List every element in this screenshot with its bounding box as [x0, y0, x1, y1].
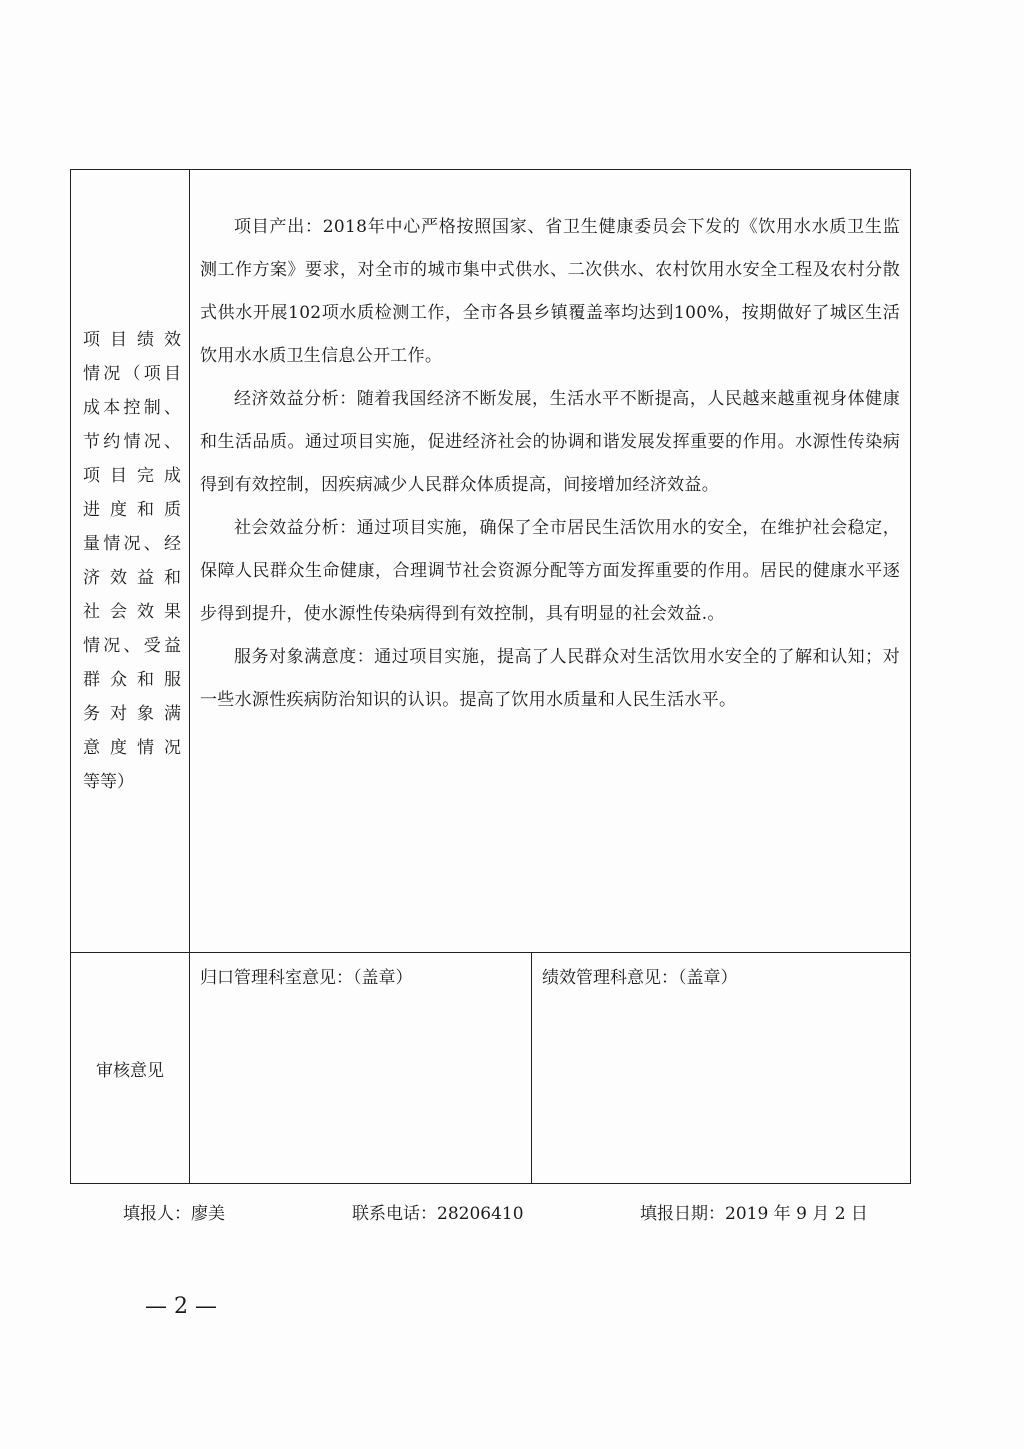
label-line: 济效益和 [83, 568, 181, 588]
label-line: 节约情况、 [83, 432, 181, 452]
label-line: 社会效果 [83, 602, 181, 622]
satisfaction-paragraph: 服务对象满意度：通过项目实施，提高了人民群众对生活饮用水安全的了解和认知；对一些水源性疾病防治知识的认识。提高了饮用水质量和人民生活水平。 [200, 647, 900, 710]
review-row [71, 953, 911, 1184]
label-line: 成本控制、 [83, 398, 181, 418]
label-line: 情况（项目 [83, 364, 181, 384]
page-number: — 2 — [145, 1294, 217, 1319]
label-line: 项目完成 [83, 466, 181, 486]
label-line: 情况、受益 [83, 636, 181, 656]
label-line: 等等） [83, 772, 134, 792]
social-benefit-paragraph: 社会效益分析：通过项目实施，确保了全市居民生活饮用水的安全，在维护社会稳定，保障人民群众生命健康，合理调节社会资源分配等方面发挥重要的作用。居民的健康水平逐步得到提升，使水源性传染病得到有效控制，具有明显的社会效益.。 [200, 518, 900, 624]
performance-form-table [70, 169, 911, 1184]
department-opinion-field: 归口管理科室意见：（盖章） [190, 953, 532, 1184]
output-paragraph: 项目产出：2018年中心严格按照国家、省卫生健康委员会下发的《饮用水水质卫生监测工作方案》要求，对全市的城市集中式供水、二次供水、农村饮用水安全工程及农村分散式供水开展102项水质检测工作，全市各县乡镇覆盖率均达到100%，按期做好了城区生活饮用水水质卫生信息公开工作。 [200, 217, 900, 366]
label-line: 意度情况 [83, 738, 181, 758]
filler-name: 填报人：廖美 [123, 1204, 225, 1224]
label-line: 量情况、经 [83, 534, 181, 554]
performance-content-cell [190, 170, 911, 953]
performance-row [71, 170, 911, 953]
performance-management-opinion-field: 绩效管理科意见：（盖章） [532, 953, 911, 1184]
label-line: 群众和服 [83, 670, 181, 690]
label-line: 务对象满 [83, 704, 181, 724]
performance-label [71, 323, 189, 799]
label-line: 项目绩效 [83, 330, 181, 350]
contact-phone: 联系电话：28206410 [352, 1204, 524, 1224]
footer-row [0, 1199, 1024, 1229]
label-line: 进度和质 [83, 500, 181, 520]
review-label: 审核意见 [71, 953, 190, 1184]
economic-benefit-paragraph: 经济效益分析：随着我国经济不断发展，生活水平不断提高，人民越来越重视身体健康和生活品质。通过项目实施，促进经济社会的协调和谐发展发挥重要的作用。水源性传染病得到有效控制，因疾病减少人民群众体质提高，间接增加经济效益。 [200, 389, 900, 495]
performance-label-cell [71, 170, 190, 953]
fill-date: 填报日期：2019 年 9 月 2 日 [640, 1204, 868, 1224]
